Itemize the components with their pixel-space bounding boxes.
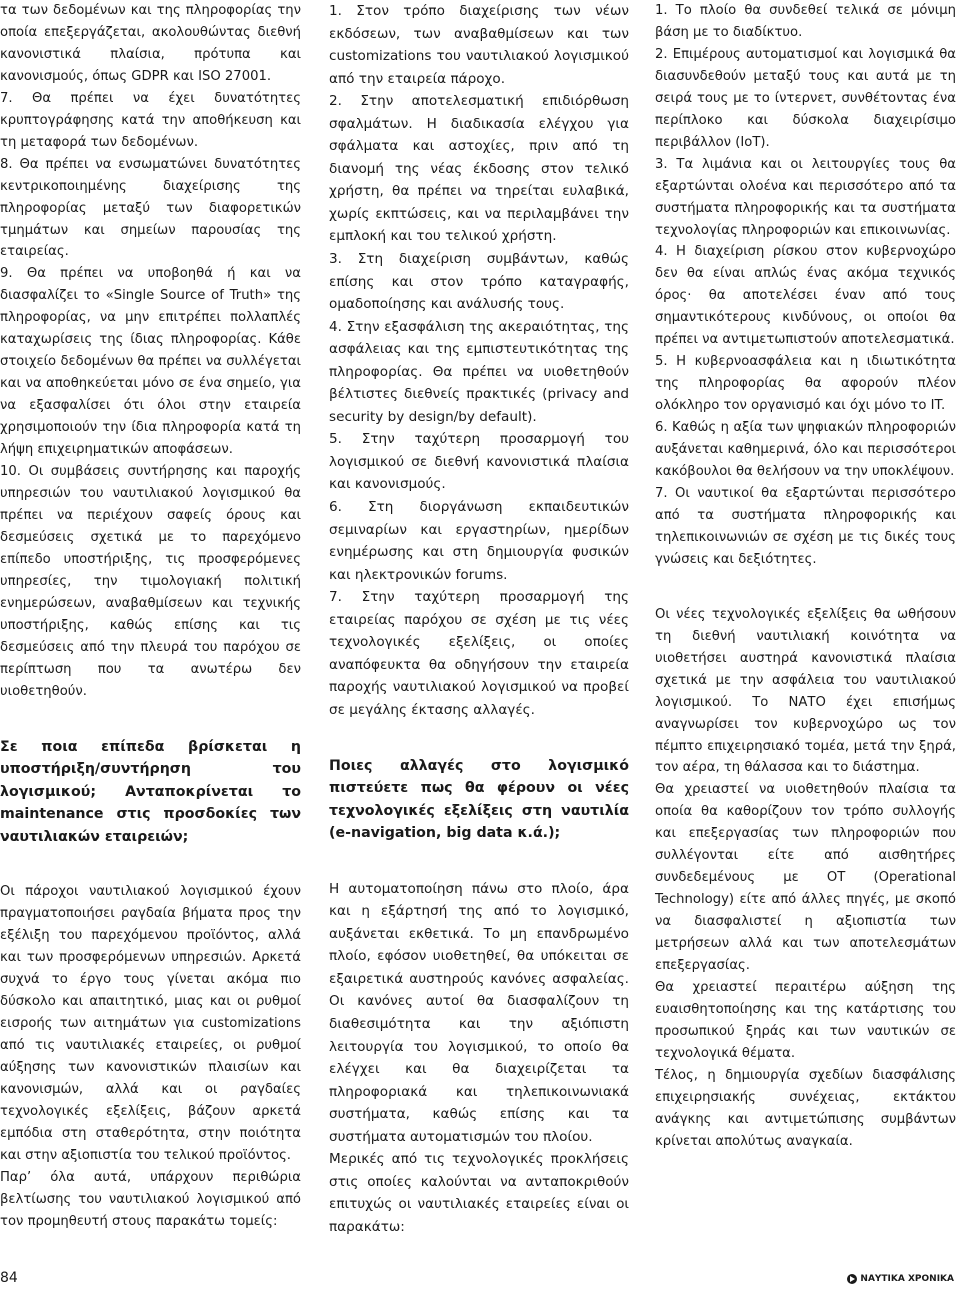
column-1 [0, 0, 301, 1232]
question-heading: Σε ποια επίπεδα βρίσκεται η υποστήριξη/συντήρηση του λογισμικού; Ανταποκρίνεται το maintenance στις προσδοκίες των ναυτιλιακών εταιρειών; [0, 738, 301, 845]
list-item: 10. Οι συμβάσεις συντήρησης και παροχής υπηρεσιών του ναυτιλιακού λογισμικού θα πρέπει να περιέχουν σαφείς όρους και δεσμεύσεις σχετικά με το παρεχόμενο επίπεδο υποστήριξης, τις προσφερόμενες υπηρεσίες, την τιμολογιακή πολιτική ενημερώσεων, αναβαθμίσεων και τεχνικής υποστήριξης, καθώς επίσης και τις δεσμεύσεις από την πλευρά του παρόχου σε περίπτωση που τα ανωτέρω δεν υιοθετηθούν. [0, 464, 301, 699]
column-3 [655, 0, 956, 1153]
list-item: 7. Στην ταχύτερη προσαρμογή της εταιρείας παρόχου σε σχέση με τις νέες τεχνολογικές εξελίξεις, οι οποίες αναπόφευκτα θα οδηγήσουν την εταιρεία παροχής ναυτιλιακού λογισμικού να προβεί σε μεγάλης έκτασης αλλαγές. [329, 589, 629, 718]
paragraph: τα των δεδομένων και της πληροφορίας την οποία επεξεργάζεται, ακολουθώντας διεθνή κανονιστικά πλαίσια, πρότυπα και κανονισμούς, όπως GDPR και ISO 27001. [0, 3, 301, 84]
page-number: 84 [0, 1270, 18, 1286]
paragraph: Οι πάροχοι ναυτιλιακού λογισμικού έχουν πραγματοποιήσει ραγδαία βήματα προς την εξέλιξη του παρεχόμενου προϊόντος, αλλά και των προσφερόμενων υπηρεσιών. Αρκετά συχνά το έργο τους γίνεται ακόμα πιο δύσκολο και απαιτητικό, μιας και οι ρυθμοί εισροής των αιτημάτων για customizations από τις ναυτιλιακές εταιρείες, οι ρυθμοί αύξησης των κανονιστικών πλαισίων και κανονισμών, αλλά και οι ραγδαίες τεχνολογικές εξελίξεις, βάζουν αρκετά εμπόδια στη σταθερότητα, στην ποιότητα και στην αξιοπιστία του τελικού προϊόντος. [0, 884, 301, 1163]
brand-logo-icon [847, 1274, 857, 1284]
brand-name: ΝΑΥΤΙΚΑ ΧΡΟΝΙΚΑ [860, 1274, 954, 1284]
list-item: 2. Επιμέρους αυτοματισμοί και λογισμικά θα διασυνδεθούν μεταξύ τους και αυτά με τη σειρά τους με το ίντερνετ, συνθέτοντας ένα περίπλοκο και δύσκολα διαχειρίσιμο περιβάλλον (IoT). [655, 46, 956, 150]
list-item: 7. Θα πρέπει να έχει δυνατότητες κρυπτογράφησης κατά την αποθήκευση και τη μεταφορά των δεδομένων. [0, 90, 301, 150]
paragraph: Θα χρειαστεί να υιοθετηθούν πλαίσια τα οποία θα καθορίζουν τον τρόπο συλλογής και επεξεργασίας των πληροφοριών που συλλέγονται είτε από αισθητήρες συνδεδεμένους με OT (Operational Technology) είτε από άλλες πηγές, με σκοπό να διασφαλιστεί η αξιοπιστία των μετρήσεων αλλά και των αποτελεσμάτων επεξεργασίας. [655, 782, 956, 974]
list-item: 6. Στη διοργάνωση εκπαιδευτικών σεμιναρίων και εργαστηρίων, ημερίδων ενημέρωσης και στη δημιουργία φυσικών και ηλεκτρονικών forums. [329, 499, 629, 583]
list-item: 6. Καθώς η αξία των ψηφιακών πληροφοριών αυξάνεται καθημερινά, όλο και περισσότεροι κακόβουλοι θα θελήσουν να την υποκλέψουν. [655, 420, 956, 480]
list-item: 4. Η διαχείριση ρίσκου στον κυβερνοχώρο δεν θα είναι απλώς ένας ακόμα τεχνικός όρος· θα αποτελέσει έναν από τους σημαντικότερους κινδύνους, οι οποίοι θα πρέπει να αντιμετωπιστούν αποτελεσματικά. [655, 244, 956, 348]
column-2 [329, 0, 629, 1238]
list-item: 1. Το πλοίο θα συνδεθεί τελικά σε μόνιμη βάση με το διαδίκτυο. [655, 3, 956, 40]
paragraph: Θα χρειαστεί περαιτέρω αύξηση της ευαισθητοποίησης και της κατάρτισης του προσωπικού ξηράς και των ναυτικών σε τεχνολογικά θέματα. [655, 979, 956, 1061]
list-item: 9. Θα πρέπει να υποβοηθά ή και να διασφαλίζει το «Single Source of Truth» της πληροφορίας, να μην επιτρέπει πολλαπλές καταχωρίσεις της ίδιας πληροφορίας. Κάθε στοιχείο δεδομένων θα πρέπει να συλλέγεται και να αποθηκεύεται μόνο σε ένα σημείο, για να εξασφαλίσει ότι όλοι στην εταιρεία χρησιμοποιούν την ίδια πληροφορία κατά τη λήψη επιχειρηματικών αποφάσεων. [0, 266, 301, 458]
list-item: 2. Στην αποτελεσματική επιδιόρθωση σφαλμάτων. Η διαδικασία ελέγχου για σφάλματα και αστοχίες, πριν από τη διανομή της νέας έκδοσης στον τελικό χρήστη, θα πρέπει να τηρείται ευλαβικά, χωρίς εκπτώσεις, και να περιλαμβάνει την εμπλοκή και του τελικού χρήστη. [329, 93, 629, 245]
paragraph: Τέλος, η δημιουργία σχεδίων διασφάλισης επιχειρησιακής συνέχειας, εκτάκτου ανάγκης και αντιμετώπισης συμβάντων κρίνεται απολύτως αναγκαία. [655, 1067, 956, 1149]
publication-brand [847, 1273, 954, 1285]
list-item: 8. Θα πρέπει να ενσωματώνει δυνατότητες κεντρικοποιημένης διαχείρισης της πληροφορίας μεταξύ των διαφορετικών τμημάτων και σημείων παρουσίας της εταιρείας. [0, 156, 301, 260]
list-item: 4. Στην εξασφάλιση της ακεραιότητας, της ασφάλειας και της εμπιστευτικότητας της πληροφορίας. Θα πρέπει να υιοθετηθούν βέλτιστες διεθνείς πρακτικές (privacy and security by design/by default). [329, 318, 629, 425]
paragraph: Παρ’ όλα αυτά, υπάρχουν περιθώρια βελτίωσης του ναυτιλιακού λογισμικού από τον προμηθευτή στους παρακάτω τομείς: [0, 1169, 301, 1229]
list-item: 5. Στην ταχύτερη προσαρμογή του λογισμικού σε διεθνή κανονιστικά πλαίσια και κανονισμούς. [329, 431, 629, 493]
list-item: 3. Στη διαχείριση συμβάντων, καθώς επίσης και στον τρόπο καταγραφής, ομαδοποίησης και ανάλυσής τους. [329, 251, 629, 313]
paragraph: Οι νέες τεχνολογικές εξελίξεις θα ωθήσουν τη διεθνή ναυτιλιακή κοινότητα να υιοθετήσει αυστηρά κανονιστικά πλαίσια σχετικά με την ασφάλεια του ναυτιλιακού λογισμικού. Το ΝΑΤΟ έχει επισήμως αναγνωρίσει τον κυβερνοχώρο ως τον πέμπτο επιχειρησιακό τομέα, μετά την ξηρά, τον αέρα, τη θάλασσα και το διάστημα. [655, 606, 956, 776]
list-item: 1. Στον τρόπο διαχείρισης των νέων εκδόσεων, των αναβαθμίσεων και των customizations του ναυτιλιακού λογισμικού από την εταιρεία πάροχο. [329, 3, 629, 87]
list-item: 7. Οι ναυτικοί θα εξαρτώνται περισσότερο από τα συστήματα πληροφορικής και τηλεπικοινωνιών σε σχέση με τις δικές τους γνώσεις και δεξιότητες. [655, 485, 956, 567]
paragraph: Η αυτοματοποίηση πάνω στο πλοίο, άρα και η εξάρτησή της από το λογισμικό, αυξάνεται εκθετικά. Το μη επανδρωμένο πλοίο, εφόσον υιοθετηθεί, θα υπόκειται σε εξαιρετικά αυστηρούς κανόνες ασφαλείας. Οι κανόνες αυτοί θα διασφαλίζουν τη διαθεσιμότητα και την αξιόπιστη λειτουργία του λογισμικού, το οποίο θα ελέγχει και θα διαχειρίζεται τα πληροφοριακά και τηλεπικοινωνιακά συστήματα, καθώς επίσης και τα συστήματα αυτοματισμών του πλοίου. [329, 880, 629, 1145]
list-item: 3. Τα λιμάνια και οι λειτουργίες τους θα εξαρτώνται ολοένα και περισσότερο από τα συστήματα πληροφορικής και τα συστήματα τεχνολογίας πληροφοριών και επικοινωνίας. [655, 156, 956, 238]
question-heading: Ποιες αλλαγές στο λογισμικό πιστεύετε πως θα φέρουν οι νέες τεχνολογικές εξελίξεις στη ναυτιλία (e-navigation, big data κ.ά.); [329, 757, 629, 842]
list-item: 5. Η κυβερνοασφάλεια και η ιδιωτικότητα της πληροφορίας θα αφορούν πλέον ολόκληρο τον οργανισμό και όχι μόνο το IT. [655, 354, 956, 414]
paragraph: Μερικές από τις τεχνολογικές προκλήσεις στις οποίες καλούνται να ανταποκριθούν επιτυχώς οι ναυτιλιακές εταιρείες είναι οι παρακάτω: [329, 1151, 629, 1235]
